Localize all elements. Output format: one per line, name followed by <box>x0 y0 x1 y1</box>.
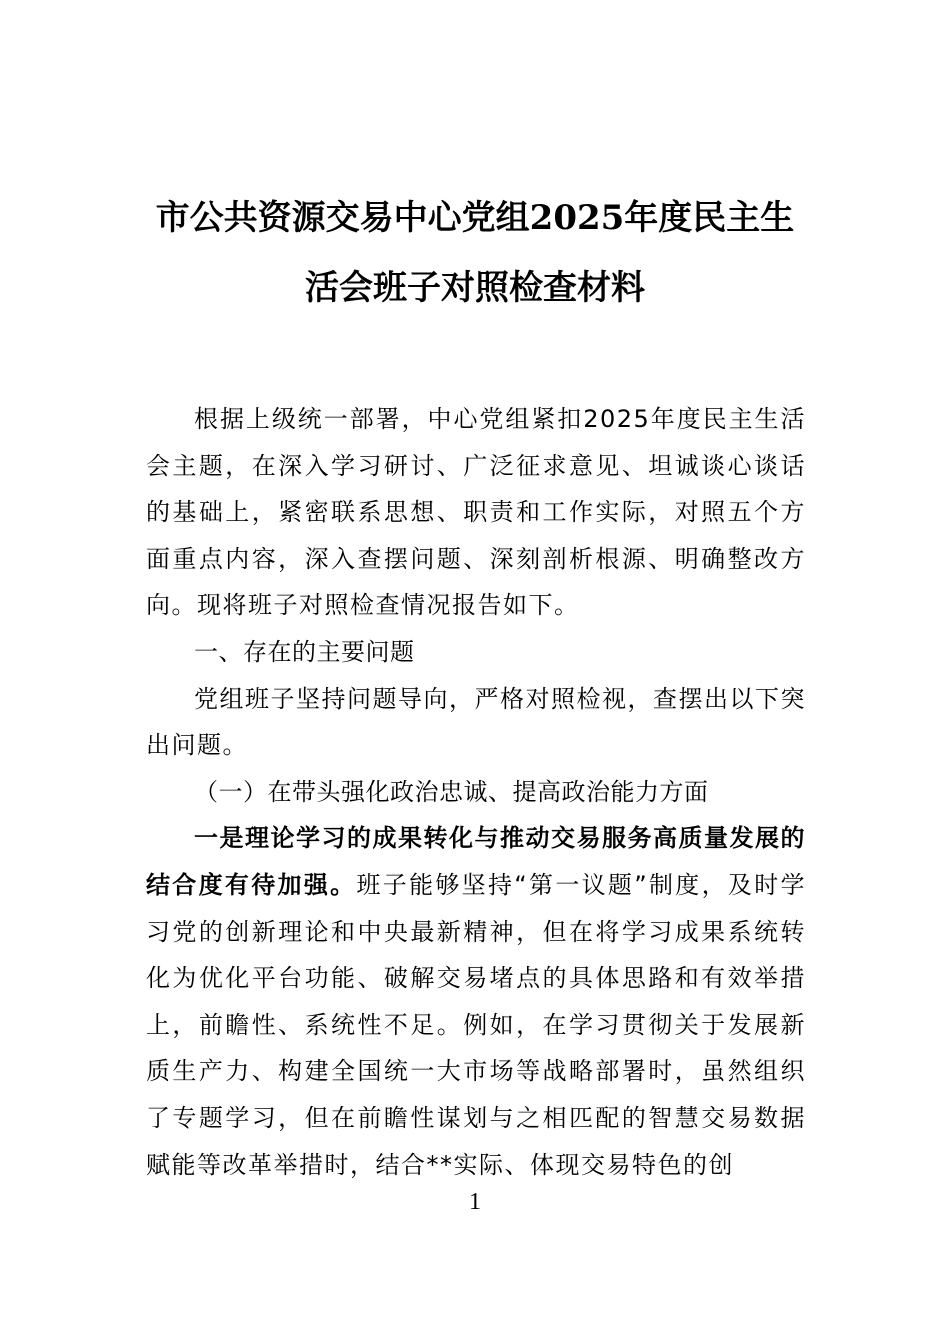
point-one-lead: 一是理论学习的成果转化与推动交易服务高质量发展的结合度有待加强。 <box>146 824 806 899</box>
subsection-heading-political: （一）在带头强化政治忠诚、提高政治能力方面 <box>194 777 709 806</box>
point-one-body: 班子能够坚持“第一议题”制度，及时学习党的创新理论和中央最新精神，但在将学习成果系统转化为优化平台功能、破解交易堵点的具体思路和有效举措上，前瞻性、系统性不足。例如，在学习贯彻关于发展新质生产力、构建全国统一大市场等战略部署时，虽然组织了专题学习，但在前瞻性谋划与之相匹配的智慧交易数据赋能等改革举措时，结合**实际、体现交易特色的创 <box>146 870 807 1179</box>
page-number: 1 <box>469 1189 481 1215</box>
section-heading-problems: 一、存在的主要问题 <box>194 637 415 666</box>
document-title-line-2: 活会班子对照检查材料 <box>305 268 645 308</box>
document-body <box>146 396 806 1188</box>
intro-paragraph: 根据上级统一部署，中心党组紧扣2025年度民主生活会主题，在深入学习研讨、广泛征求意见、坦诚谈心谈话的基础上，紧密联系思想、职责和工作实际，对照五个方面重点内容，深入查摆问题、深刻剖析根源、明确整改方向。现将班子对照检查情况报告如下。 <box>146 405 806 620</box>
problems-paragraph: 党组班子坚持问题导向，严格对照检视，查摆出以下突出问题。 <box>146 684 806 760</box>
document-title-line-1: 市公共资源交易中心党组2025年度民主生 <box>155 198 795 238</box>
point-one-paragraph <box>146 815 806 1188</box>
